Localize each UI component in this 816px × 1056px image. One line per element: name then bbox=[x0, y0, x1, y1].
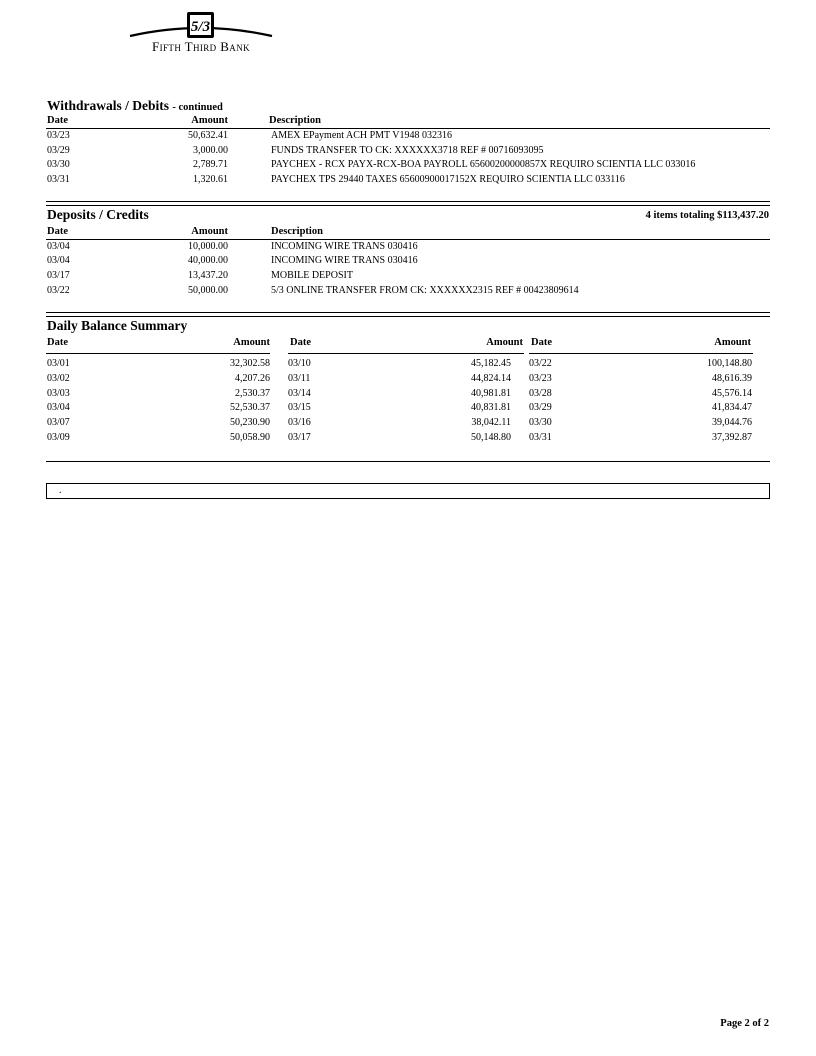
deposits-title: Deposits / Credits bbox=[47, 207, 149, 222]
note-text: . bbox=[59, 485, 62, 496]
balance-date-header-1: Date bbox=[47, 337, 68, 348]
table-row: 03/23 50,632.41 AMEX EPayment ACH PMT V1948 032316 bbox=[47, 130, 453, 141]
table-row: 03/09 50,058.90 03/17 50,148.80 03/31 37,392.87 bbox=[47, 432, 752, 443]
balance-amount-header-2: Amount bbox=[486, 337, 523, 348]
table-row: 03/01 32,302.58 03/10 45,182.45 03/22 100,148.80 bbox=[47, 358, 752, 369]
divider bbox=[46, 239, 770, 240]
divider bbox=[288, 353, 524, 354]
table-row: 03/30 2,789.71 PAYCHEX - RCX PAYX-RCX-BOA PAYROLL 65600200000857X REQUIRO SCIENTIA LLC 033016 bbox=[47, 159, 696, 170]
table-row: 03/04 52,530.37 03/15 40,831.81 03/29 41,834.47 bbox=[47, 402, 752, 413]
withdrawals-date-header: Date bbox=[47, 115, 68, 126]
balance-amount-header-1: Amount bbox=[233, 337, 270, 348]
divider bbox=[46, 461, 770, 462]
withdrawals-title bbox=[47, 98, 223, 114]
divider bbox=[46, 205, 770, 206]
page-number: Page 2 of 2 bbox=[720, 1018, 769, 1029]
withdrawals-description-header: Description bbox=[269, 115, 321, 126]
table-row: 03/31 1,320.61 PAYCHEX TPS 29440 TAXES 65600900017152X REQUIRO SCIENTIA LLC 033116 bbox=[47, 174, 625, 185]
table-row: 03/03 2,530.37 03/14 40,981.81 03/28 45,576.14 bbox=[47, 388, 752, 399]
deposits-date-header: Date bbox=[47, 226, 68, 237]
balance-date-header-2: Date bbox=[290, 337, 311, 348]
table-row: 03/02 4,207.26 03/11 44,824.14 03/23 48,616.39 bbox=[47, 373, 752, 384]
divider bbox=[46, 201, 770, 202]
deposits-amount-header: Amount bbox=[191, 226, 228, 237]
divider bbox=[46, 312, 770, 313]
divider bbox=[46, 128, 770, 129]
table-row: 03/29 3,000.00 FUNDS TRANSFER TO CK: XXXXXX3718 REF # 00716093095 bbox=[47, 145, 544, 156]
table-row: 03/22 50,000.00 5/3 ONLINE TRANSFER FROM CK: XXXXXX2315 REF # 00423809614 bbox=[47, 285, 579, 296]
bank-logo-icon bbox=[128, 10, 274, 42]
divider bbox=[46, 353, 270, 354]
withdrawals-title-text: Withdrawals / Debits bbox=[47, 98, 170, 113]
table-row: 03/04 40,000.00 INCOMING WIRE TRANS 030416 bbox=[47, 255, 418, 266]
table-row: 03/04 10,000.00 INCOMING WIRE TRANS 030416 bbox=[47, 241, 418, 252]
bank-logo bbox=[128, 10, 274, 56]
divider bbox=[46, 316, 770, 317]
balance-title: Daily Balance Summary bbox=[47, 318, 188, 333]
table-row: 03/17 13,437.20 MOBILE DEPOSIT bbox=[47, 270, 353, 281]
table-row: 03/07 50,230.90 03/16 38,042.11 03/30 39,044.76 bbox=[47, 417, 752, 428]
deposits-description-header: Description bbox=[271, 226, 323, 237]
note-box bbox=[46, 483, 770, 499]
balance-amount-header-3: Amount bbox=[714, 337, 751, 348]
svg-text:5/3: 5/3 bbox=[190, 19, 211, 35]
withdrawals-continued: - continued bbox=[172, 102, 223, 113]
deposits-total: 4 items totaling $113,437.20 bbox=[645, 210, 769, 221]
divider bbox=[529, 353, 753, 354]
bank-name: Fifth Third Bank bbox=[151, 39, 250, 54]
balance-date-header-3: Date bbox=[531, 337, 552, 348]
withdrawals-amount-header: Amount bbox=[191, 115, 228, 126]
